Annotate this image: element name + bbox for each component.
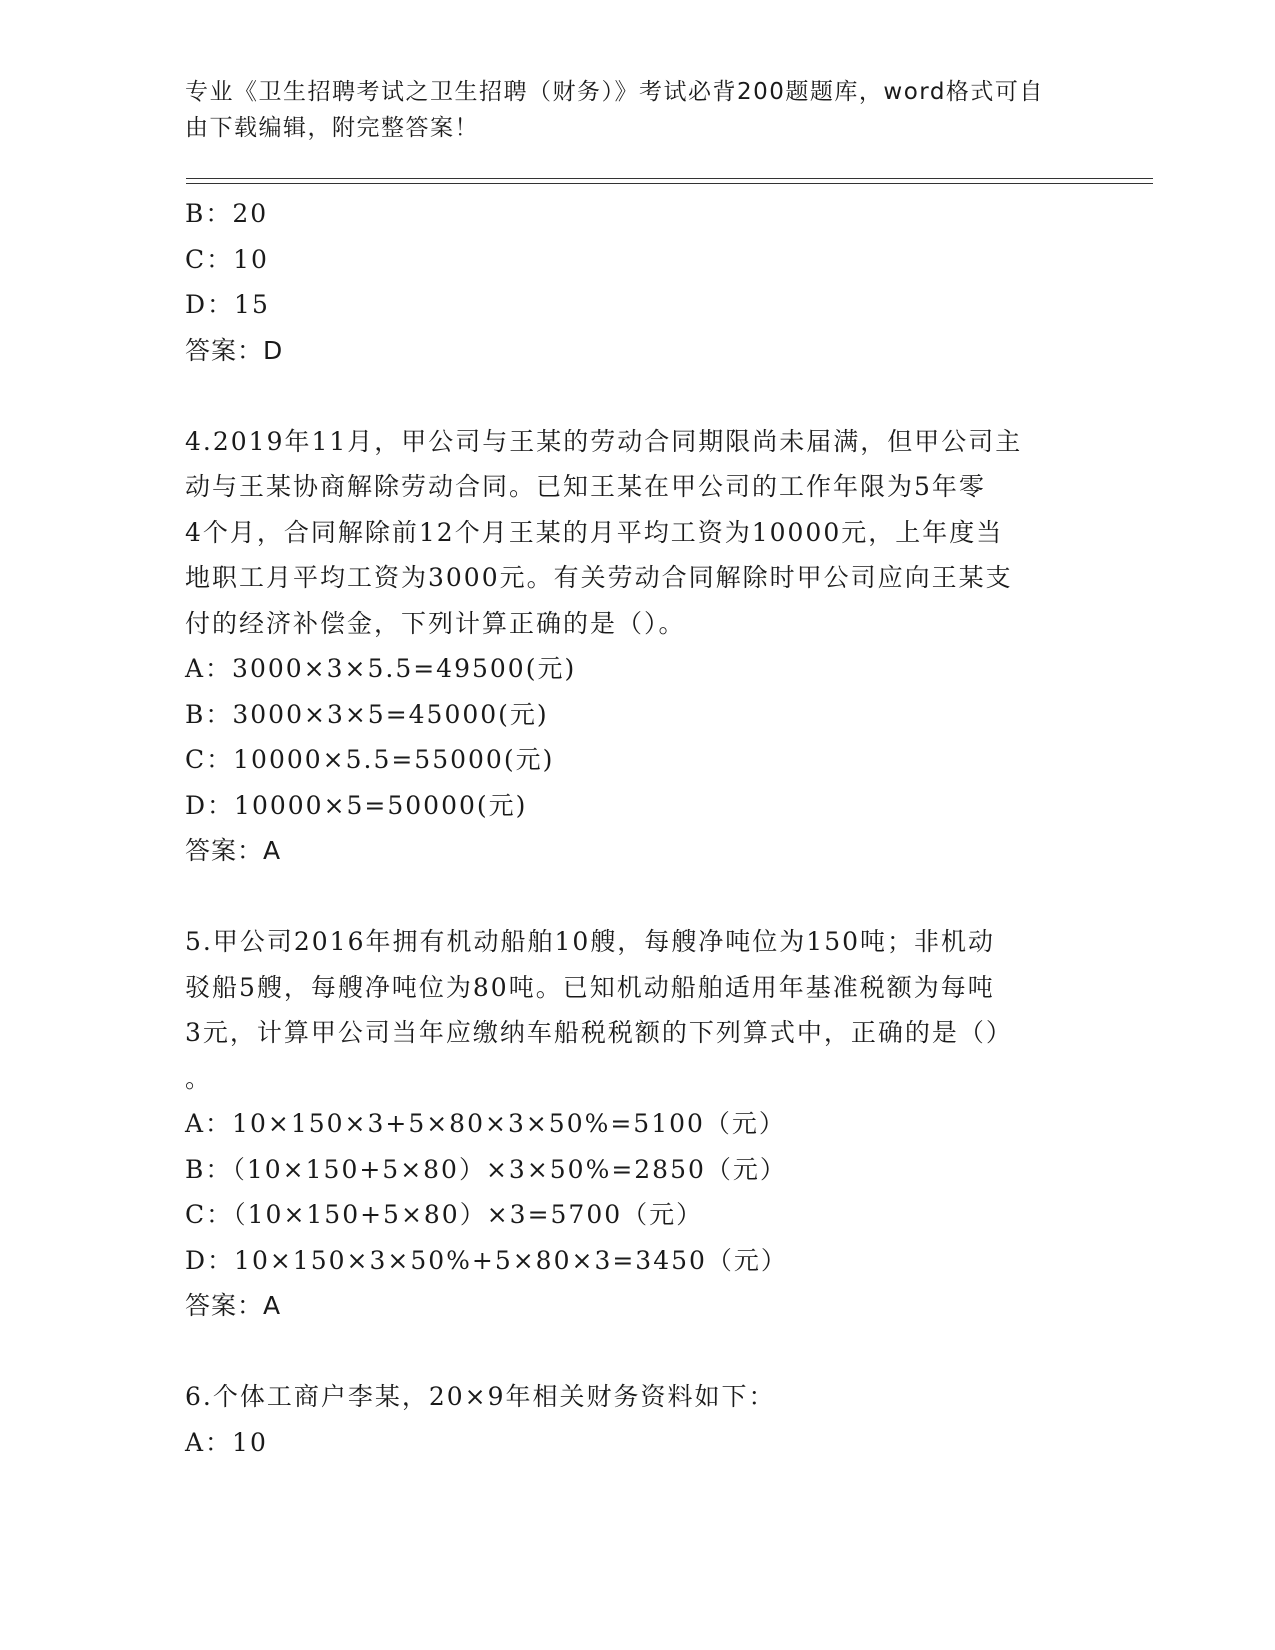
q4-answer: 答案：A [185,836,282,865]
q4-option-d: D：10000×5=50000(元) [185,790,528,820]
q6-stem-line: 6.个体工商户李某，20×9年相关财务资料如下： [185,1382,776,1411]
spacer [185,874,1085,920]
question-6 [185,1374,1085,1465]
q6-option-a: A：10 [185,1427,268,1457]
question-content [185,191,1085,1465]
q5-stem-line: 驳船5艘，每艘净吨位为80吨。已知机动船舶适用年基准税额为每吨 [185,972,995,1002]
q4-stem-line: 地职工月平均工资为3000元。有关劳动合同解除时甲公司应向王某支 [185,563,1013,592]
header-divider [186,178,1153,184]
q3-option-b: B：20 [185,199,269,228]
q5-answer: 答案：A [185,1291,282,1320]
q5-stem-line: 3元，计算甲公司当年应缴纳车船税税额的下列算式中，正确的是（） [185,1018,1013,1047]
q4-stem-line: 4.2019年11月，甲公司与王某的劳动合同期限尚未届满，但甲公司主 [185,426,1023,456]
q5-stem-line: 5.甲公司2016年拥有机动船舶10艘，每艘净吨位为150吨；非机动 [185,927,996,956]
q3-answer: 答案：D [185,335,284,365]
q5-option-d: D：10×150×3×50%+5×80×3=3450（元） [185,1245,788,1275]
q5-option-c: C：（10×150+5×80）×3=5700（元） [185,1200,704,1229]
document-header [185,74,1065,146]
header-line-1: 专业《卫生招聘考试之卫生招聘（财务）》考试必背200题题库，word格式可自 [185,79,1044,105]
header-line-2: 由下载编辑，附完整答案！ [185,115,479,141]
spacer [185,373,1085,419]
question-3 [185,191,1085,373]
q4-stem-line: 付的经济补偿金，下列计算正确的是（）。 [185,608,686,638]
q3-option-c: C：10 [185,244,269,274]
q5-option-a: A：10×150×3+5×80×3×50%=5100（元） [185,1109,786,1138]
q4-stem-line: 4个月，合同解除前12个月王某的月平均工资为10000元，上年度当 [185,517,1004,547]
question-4 [185,419,1085,874]
q4-option-b: B：3000×3×5=45000(元) [185,699,549,729]
q5-stem-line: 。 [185,1063,213,1093]
question-5 [185,919,1085,1329]
q4-option-c: C：10000×5.5=55000(元) [185,745,555,774]
q4-option-a: A：3000×3×5.5=49500(元) [185,654,577,683]
q4-stem-line: 动与王某协商解除劳动合同。已知王某在甲公司的工作年限为5年零 [185,472,986,501]
q3-option-d: D：15 [185,290,270,319]
spacer [185,1329,1085,1375]
q5-option-b: B：（10×150+5×80）×3×50%=2850（元） [185,1154,787,1184]
